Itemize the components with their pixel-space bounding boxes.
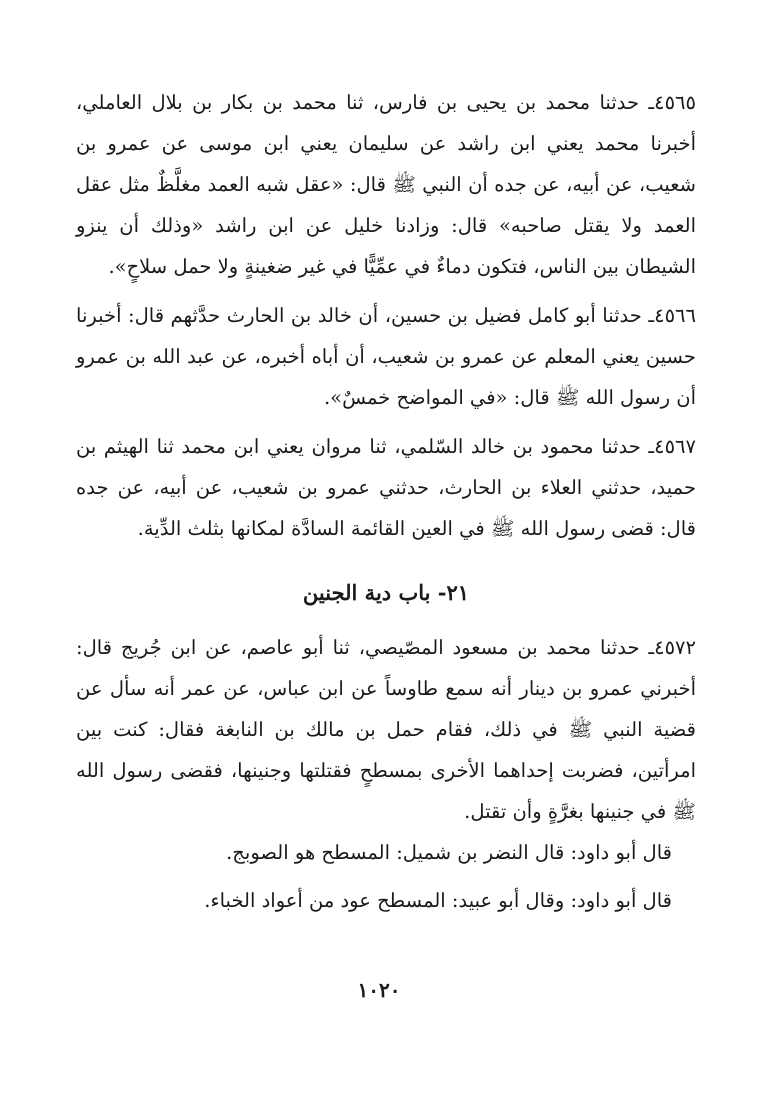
- hadith-text: ـ حدثنا محمد بن يحيى بن فارس، ثنا محمد بن بكار بن بلال العاملي، أخبرنا محمد يعني ابن راشد عن سليمان يعني ابن موسى عن عمرو بن شعيب، عن أبيه، عن جده أن النبي ﷺ قال: «عقل شبه العمد مغلَّظٌ مثل عقل العمد ولا يقتل صاحبه» قال: وزادنا خليل عن ابن راشد «وذلك أن ينزو الشيطان بين الناس، فتكون دماءٌ في عمِّيًّا في غير ضغينةٍ ولا حمل سلاحٍ».: [76, 91, 696, 278]
- hadith-text: ـ حدثنا محمود بن خالد السّلمي، ثنا مروان يعني ابن محمد ثنا الهيثم بن حميد، حدثني العلاء بن الحارث، حدثني عمرو بن شعيب، عن أبيه، عن جده قال: قضى رسول الله ﷺ في العين القائمة السادَّة لمكانها بثلث الدِّية.: [76, 435, 696, 540]
- hadith-4567: [76, 426, 696, 549]
- hadith-text: ـ حدثنا أبو كامل فضيل بن حسين، أن خالد بن الحارث حدَّثهم قال: أخبرنا حسين يعني المعلم عن عمرو بن شعيب، أن أباه أخبره، عن عبد الله بن عمرو أن رسول الله ﷺ قال: «في المواضح خمسٌ».: [76, 304, 696, 409]
- chapter-heading: ٢١- باب دية الجنين: [302, 580, 470, 605]
- page-number: ١٠٢٠: [357, 978, 401, 1002]
- hadith-number: ٤٥٦٧: [654, 435, 696, 458]
- hadith-number: ٤٥٦٥: [654, 91, 696, 114]
- hadith-number: ٤٥٦٦: [654, 304, 696, 327]
- hadith-4566: [76, 295, 696, 418]
- abu-dawud-note: قال أبو داود: قال النضر بن شميل: المسطح هو الصوبج.: [226, 841, 672, 864]
- abu-dawud-note: قال أبو داود: وقال أبو عبيد: المسطح عود من أعواد الخباء.: [204, 889, 672, 912]
- hadith-4565: [76, 82, 696, 287]
- hadith-4572: [76, 627, 696, 832]
- hadith-text: ـ حدثنا محمد بن مسعود المصّيصي، ثنا أبو عاصم، عن ابن جُريج قال: أخبرني عمرو بن دينار أنه سمع طاوساً عن ابن عباس، عن عمر أنه سأل عن قضية النبي ﷺ في ذلك، فقام حمل بن مالك بن النابغة فقال: كنت بين امرأتين، فضربت إحداهما الأخرى بمسطحٍ فقتلتها وجنينها، فقضى رسول الله ﷺ في جنينها بغرَّةٍ وأن تقتل.: [76, 636, 696, 823]
- page-body: [76, 82, 696, 922]
- hadith-number: ٤٥٧٢: [654, 636, 696, 659]
